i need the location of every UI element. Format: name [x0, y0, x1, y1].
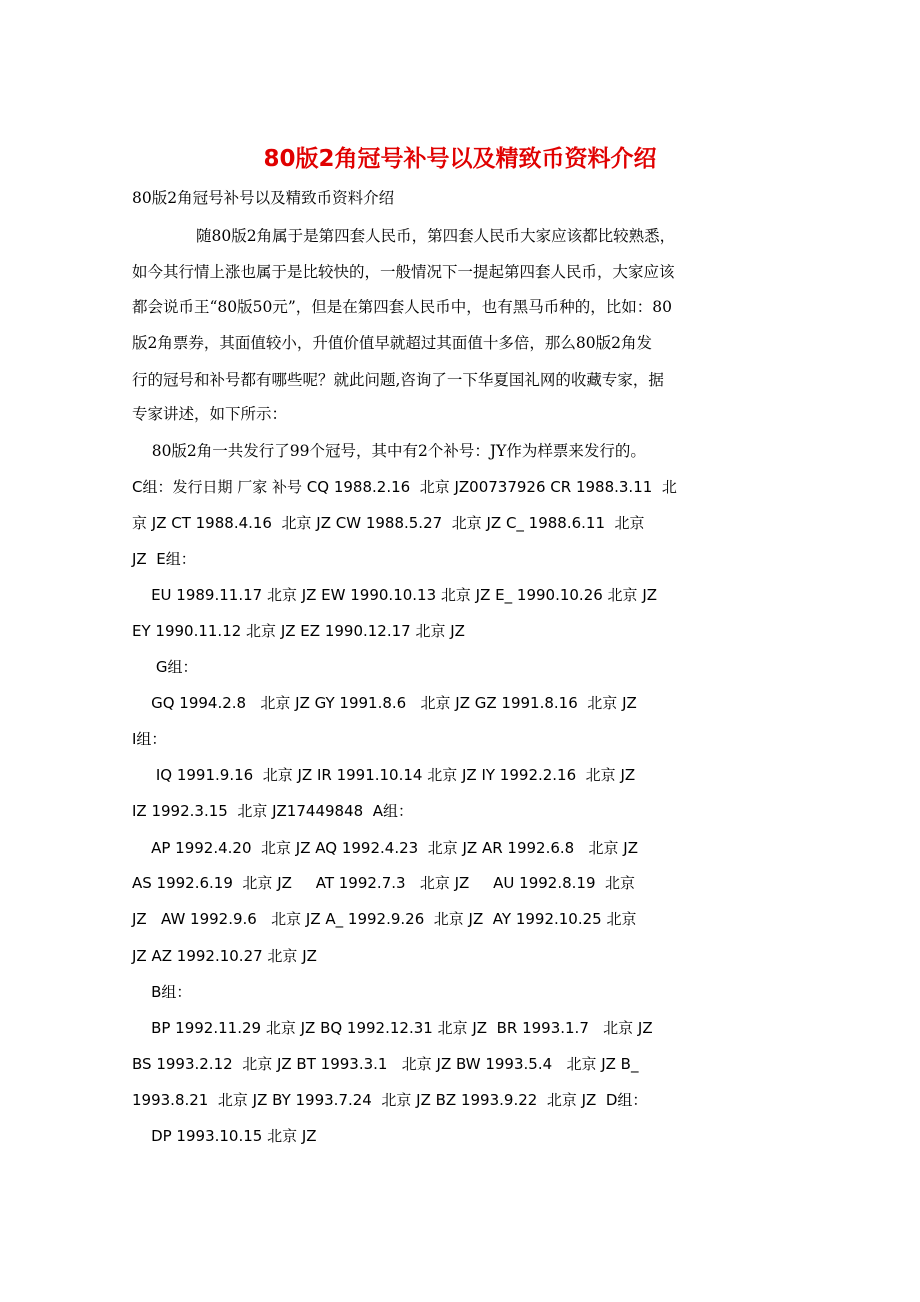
paragraph-line: EY 1990.11.12 北京 JZ EZ 1990.12.17 北京 JZ	[132, 622, 465, 640]
paragraph-line: 都会说币王“80版50元”，但是在第四套人民币中，也有黑马币种的，比如：80	[132, 298, 673, 316]
paragraph-line: IQ 1991.9.16 北京 JZ IR 1991.10.14 北京 JZ IY 1992.2.16 北京 JZ	[132, 766, 636, 784]
paragraph-line: 如今其行情上涨也属于是比较快的，一般情况下一提起第四套人民币，大家应该	[132, 263, 675, 281]
paragraph-line: 80版2角一共发行了99个冠号，其中有2个补号：JY作为样票来发行的。	[132, 442, 646, 460]
paragraph-line: 行的冠号和补号都有哪些呢？就此问题,咨询了一下华夏国礼网的收藏专家，据	[132, 371, 664, 389]
paragraph-line: GQ 1994.2.8 北京 JZ GY 1991.8.6 北京 JZ GZ 1991.8.16 北京 JZ	[132, 694, 637, 712]
paragraph-line: B组：	[132, 983, 192, 1001]
document-subtitle: 80版2角冠号补号以及精致币资料介绍	[132, 189, 395, 207]
paragraph-line: 1993.8.21 北京 JZ BY 1993.7.24 北京 JZ BZ 1993.9.22 北京 JZ D组：	[132, 1091, 648, 1109]
paragraph-line: AP 1992.4.20 北京 JZ AQ 1992.4.23 北京 JZ AR 1992.6.8 北京 JZ	[132, 839, 638, 857]
document-title: 80版2角冠号补号以及精致币资料介绍	[263, 146, 657, 172]
paragraph-line: DP 1993.10.15 北京 JZ	[132, 1127, 317, 1145]
paragraph-line: BP 1992.11.29 北京 JZ BQ 1992.12.31 北京 JZ BR 1993.1.7 北京 JZ	[132, 1019, 653, 1037]
paragraph-line: I组：	[132, 730, 167, 748]
paragraph-line: 随80版2角属于是第四套人民币，第四套人民币大家应该都比较熟悉，	[132, 227, 676, 245]
paragraph-line: G组：	[132, 658, 198, 676]
paragraph-line: C组：发行日期 厂家 补号 CQ 1988.2.16 北京 JZ00737926 CR 1988.3.11 北	[132, 478, 677, 496]
paragraph-line: IZ 1992.3.15 北京 JZ17449848 A组：	[132, 802, 413, 820]
paragraph-line: EU 1989.11.17 北京 JZ EW 1990.10.13 北京 JZ E_ 1990.10.26 北京 JZ	[132, 586, 658, 604]
paragraph-line: JZ E组：	[132, 550, 196, 568]
paragraph-line: 京 JZ CT 1988.4.16 北京 JZ CW 1988.5.27 北京 JZ C_ 1988.6.11 北京	[132, 514, 645, 532]
paragraph-line: 专家讲述，如下所示：	[132, 405, 288, 423]
paragraph-line: JZ AW 1992.9.6 北京 JZ A_ 1992.9.26 北京 JZ AY 1992.10.25 北京	[132, 910, 637, 928]
paragraph-line: BS 1993.2.12 北京 JZ BT 1993.3.1 北京 JZ BW 1993.5.4 北京 JZ B_	[132, 1055, 639, 1073]
paragraph-line: AS 1992.6.19 北京 JZ AT 1992.7.3 北京 JZ AU 1992.8.19 北京	[132, 874, 636, 892]
paragraph-line: 版2角票券，其面值较小，升值价值早就超过其面值十多倍，那么80版2角发	[132, 334, 652, 352]
paragraph-line: JZ AZ 1992.10.27 北京 JZ	[132, 947, 317, 965]
